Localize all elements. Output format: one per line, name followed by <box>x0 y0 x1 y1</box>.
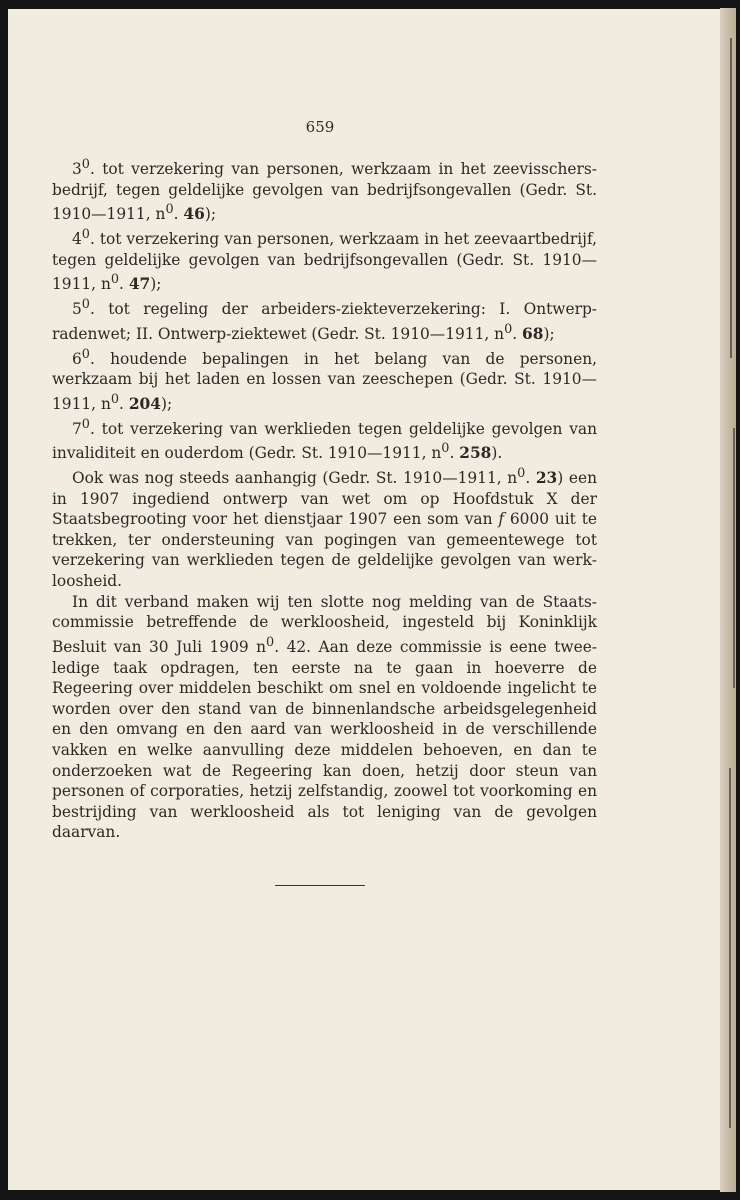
paragraph-in-dit-verband: In dit verband maken wij ten slotte nog melding van de Staatscommissie betreffende de werkloosheid, ingesteld bij Koninklijk Besluit van 30 Juli 1909 $n^0$. 42. Aan deze commissie is eene tweeledige taak opdragen, ten eerste na te gaan in hoeverre de Regeering over middelen beschikt om snel en voldoende ingelicht te worden over den stand van de binnenlandsche arbeidsgelegenheid en den omvang en den aard van werkloosheid in de verschillende vakken en welke aanvulling deze middelen behoeven, en dan te onderzoeken wat de Regeering kan doen, hetzij door steun van personen of corporaties, hetzij zelfstandig, zoowel tot voorkoming en bestrijding van werkloosheid als tot leniging van de gevolgen daarvan. <box>52 592 597 842</box>
page-edges <box>720 8 736 1192</box>
section-rule <box>275 885 365 886</box>
paragraph-ook: Ook was nog steeds aanhangig (Gedr. St. 1910—1911, $n^0$. 23) een in 1907 ingediend ontwerp van wet om op Hoofdstuk X der Staatsbegrooting voor het dienstjaar 1907 een som van f 6000 uit te trekken, ter ondersteuning van pogingen van gemeentewege tot verzekering van werklieden tegen de geldelijke gevolgen van werkloosheid. <box>52 465 597 591</box>
item-6: $6^0$. houdende bepalingen in het belang van de personen, werkzaam bij het laden en lossen van zeeschepen (Gedr. St. 1910—1911, $n^0$. 204); <box>52 346 597 413</box>
page-number: 659 <box>305 118 335 136</box>
body-text <box>52 155 597 843</box>
item-3: $3^0$. tot verzekering van personen, werkzaam in het zeevisschersbedrijf, tegen geldelijke gevolgen van bedrijfsongevallen (Gedr. St. 1910—1911, $n^0$. 46); <box>52 157 597 224</box>
item-7: $7^0$. tot verzekering van werklieden tegen geldelijke gevolgen van invaliditeit en ouderdom (Gedr. St. 1910—1911, $n^0$. 258). <box>52 416 597 463</box>
item-5: $5^0$. tot regeling der arbeiders-ziekteverzekering: I. Ontwerpradenwet; II. Ontwerp-ziektewet (Gedr. St. 1910—1911, $n^0$. 68); <box>52 297 597 343</box>
item-4: $4^0$. tot verzekering van personen, werkzaam in het zeevaartbedrijf, tegen geldelijke gevolgen van bedrijfsongevallen (Gedr. St. 1910—1911, $n^0$. 47); <box>52 227 597 294</box>
